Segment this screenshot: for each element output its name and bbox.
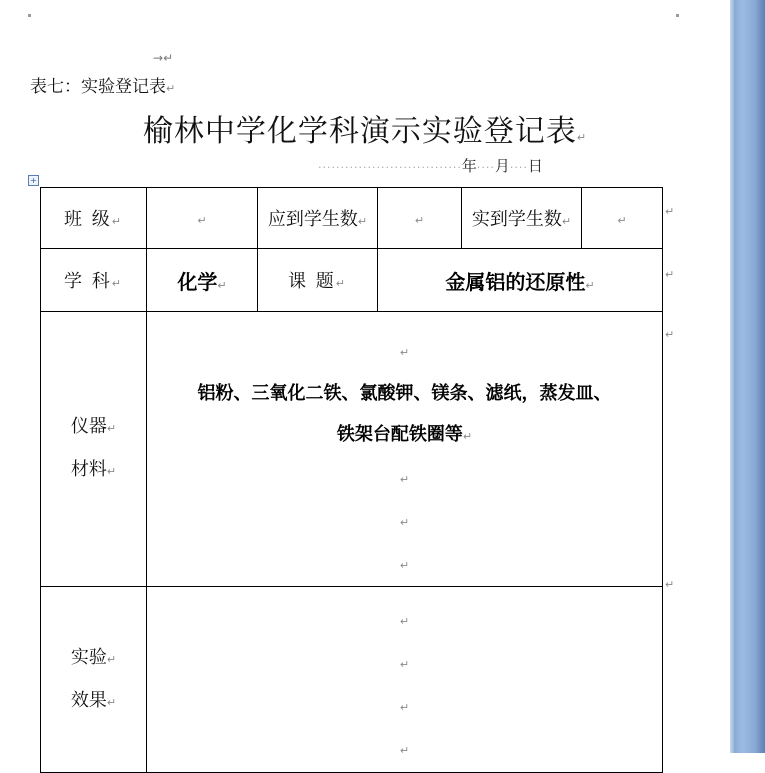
- date-year: 年: [461, 157, 477, 175]
- materials-label-cell[interactable]: 仪器↵ 材料↵: [41, 312, 147, 587]
- table-row: [41, 587, 663, 773]
- row-end-mark: ↵: [665, 578, 675, 591]
- subject-value-cell[interactable]: 化学↵: [147, 249, 258, 312]
- margin-corner-mark: [28, 14, 31, 17]
- caption-text: 表七：实验登记表: [30, 77, 166, 97]
- expected-students-value-cell[interactable]: ↵: [378, 188, 462, 249]
- topic-label-cell[interactable]: 课 题↵: [258, 249, 378, 312]
- materials-text-line: 铁架台配铁圈等: [336, 424, 463, 445]
- effect-label-cell[interactable]: 实验↵ 效果↵: [41, 587, 147, 773]
- materials-text-line: 铝粉、三氧化二铁、氯酸钾、镁条、滤纸，蒸发皿、: [197, 383, 612, 404]
- row-end-mark: ↵: [665, 268, 675, 281]
- subject-label-cell[interactable]: 学 科↵: [41, 249, 147, 312]
- class-value-cell[interactable]: ↵: [147, 188, 258, 249]
- actual-students-label-cell[interactable]: 实到学生数↵: [462, 188, 582, 249]
- margin-corner-mark: [676, 14, 679, 17]
- table-move-handle-icon[interactable]: +: [28, 175, 39, 186]
- date-day: 日: [527, 157, 543, 175]
- paragraph-mark: ↵: [576, 131, 588, 144]
- actual-students-value-cell[interactable]: ↵: [582, 188, 663, 249]
- effect-value-cell[interactable]: ↵ ↵ ↵ ↵: [147, 587, 663, 773]
- table-row: [41, 249, 663, 312]
- title-text: 榆林中学化学科演示实验登记表: [142, 114, 577, 149]
- expected-students-label-cell[interactable]: 应到学生数↵: [258, 188, 378, 249]
- registration-table: [40, 187, 663, 773]
- date-line: ································年····月····日: [318, 157, 543, 175]
- date-month: 月: [494, 157, 510, 175]
- table-caption: [30, 72, 175, 97]
- document-title: [0, 106, 730, 150]
- row-end-mark: ↵: [665, 328, 675, 341]
- table-row: [41, 312, 663, 587]
- materials-value-cell[interactable]: ↵ 铝粉、三氧化二铁、氯酸钾、镁条、滤纸，蒸发皿、 铁架台配铁圈等↵ ↵ ↵ ↵: [147, 312, 663, 587]
- row-end-mark: ↵: [665, 205, 675, 218]
- paragraph-mark: ↵: [166, 82, 176, 95]
- tab-mark: →↵: [153, 51, 174, 65]
- topic-value-cell[interactable]: 金属铝的还原性↵: [378, 249, 663, 312]
- class-label-cell[interactable]: 班 级↵: [41, 188, 147, 249]
- window-side-panel: [730, 0, 765, 753]
- table-row: [41, 188, 663, 249]
